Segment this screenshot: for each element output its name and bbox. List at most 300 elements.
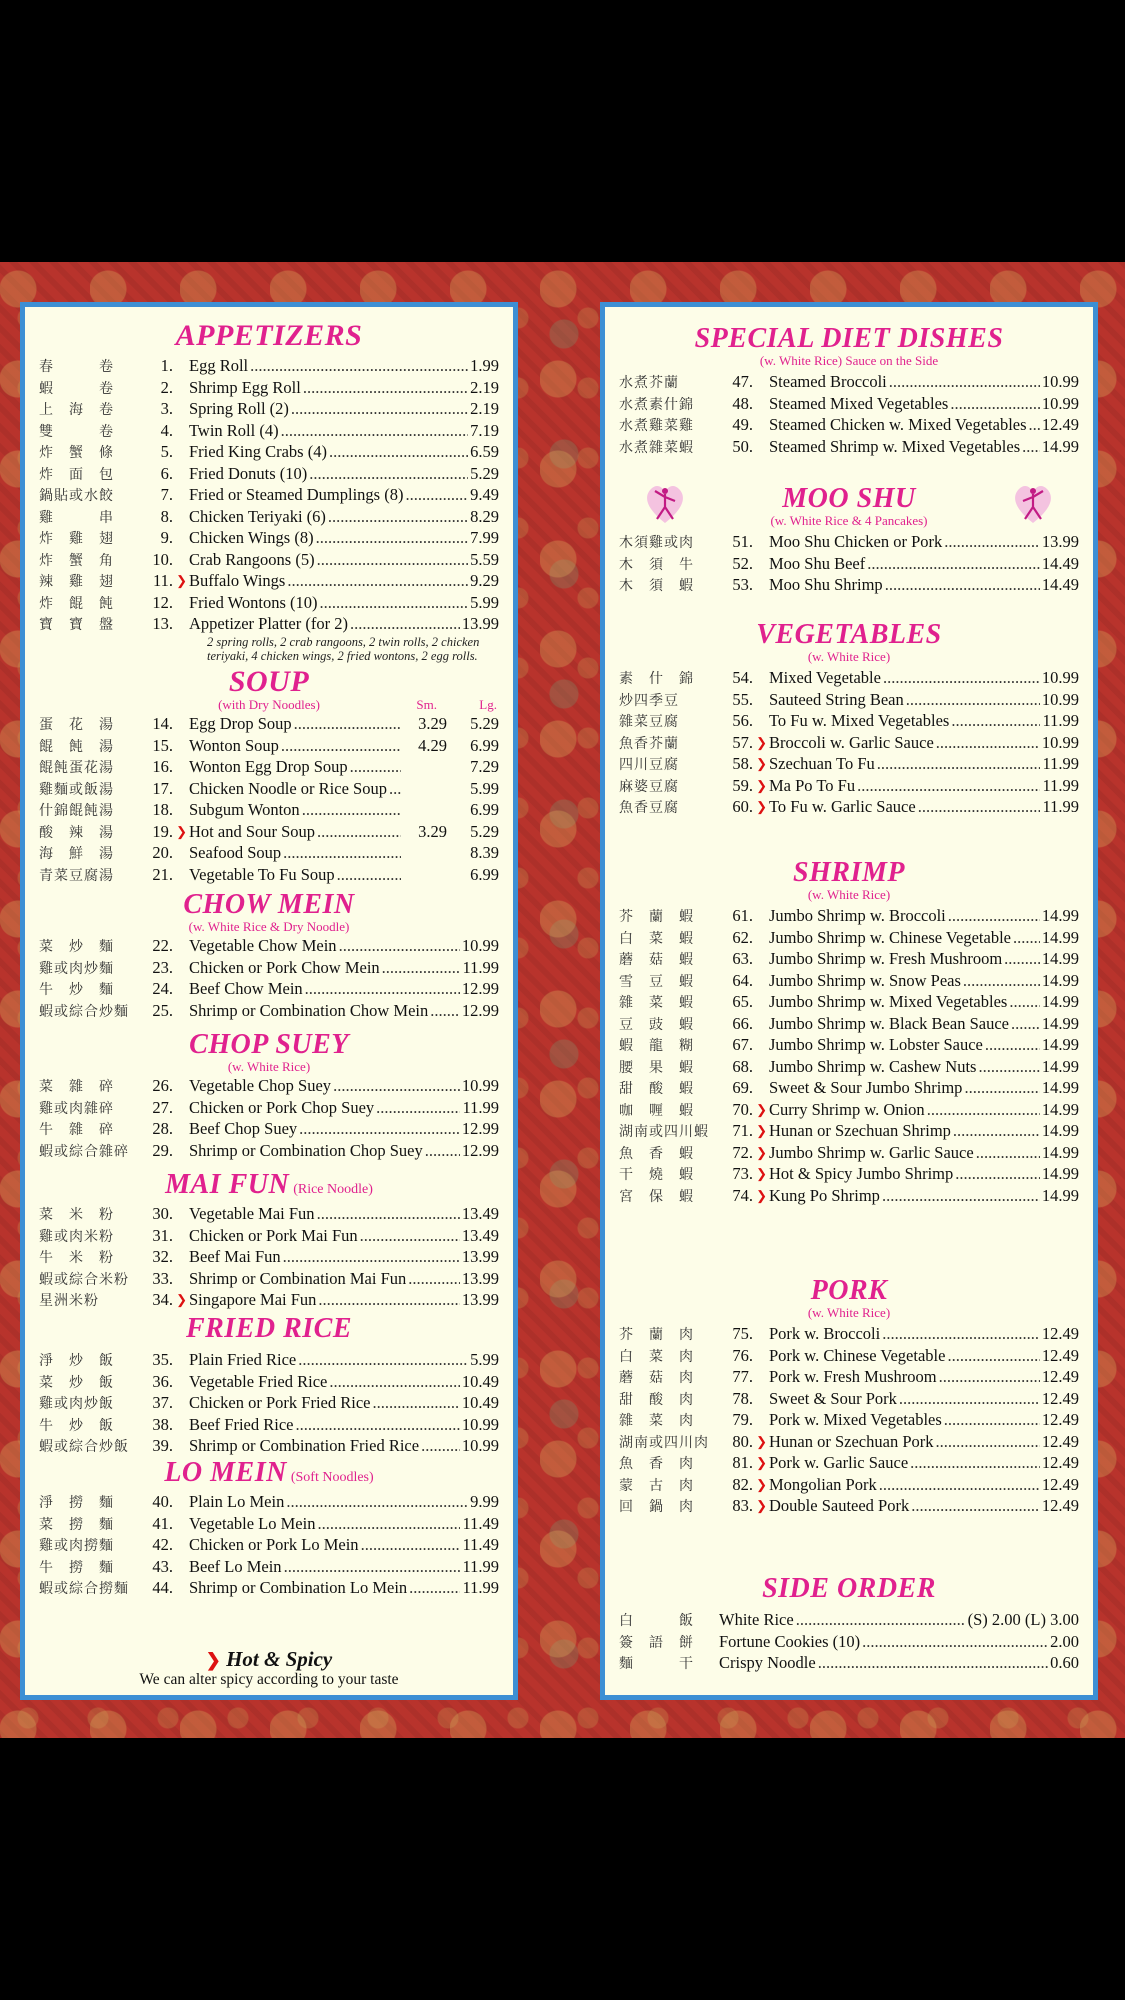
item-price: 7.99 (470, 528, 499, 547)
item-number (719, 796, 767, 818)
item-price: 14.99 (1041, 1099, 1079, 1119)
item-name: Hunan or Szechuan Pork (769, 1431, 934, 1451)
item-name: Jumbo Shrimp w. Chinese Vegetable (769, 927, 1011, 947)
item-number-text: 32. (152, 1247, 173, 1266)
dot-leader (408, 1268, 460, 1290)
dot-leader (430, 1000, 460, 1022)
item-name: Moo Shu Shrimp (769, 575, 883, 594)
item-number (719, 553, 757, 575)
item-price: 13.49 (461, 1225, 499, 1245)
menu-item-row (619, 1409, 1079, 1431)
menu-item-row (39, 1289, 499, 1311)
item-number-text: 28. (152, 1119, 173, 1138)
item-price: 10.99 (1041, 689, 1079, 709)
item-name: Seafood Soup (189, 843, 282, 862)
chinese-name: 雞 串 (39, 509, 114, 526)
item-name: Egg Drop Soup (189, 714, 292, 733)
dot-leader (333, 1075, 460, 1097)
vegetables-subtitle: (w. White Rice) (807, 649, 891, 664)
chinese-name: 魚香豆腐 (619, 800, 679, 816)
chinese-name: 菜 炒 飯 (39, 1374, 114, 1391)
item-number-text: 33. (152, 1268, 173, 1288)
item-number (139, 613, 177, 635)
menu-item-row (39, 1414, 499, 1436)
menu-item-row (619, 1495, 1079, 1517)
menu-item-row (39, 1268, 499, 1290)
menu-item-row (619, 732, 1079, 754)
item-number (719, 531, 757, 553)
item-price: 13.99 (1041, 532, 1079, 551)
chinese-name: 海 鮮 湯 (39, 846, 114, 862)
menu-item-row (39, 484, 499, 506)
chinese-name: 麵 干 (619, 1656, 694, 1672)
dot-leader (885, 574, 1040, 596)
dot-leader (963, 970, 1040, 992)
menu-item-row (39, 1534, 499, 1556)
item-price: 8.29 (470, 506, 499, 526)
item-number-text: 34. (152, 1290, 173, 1309)
item-number-text: 50. (732, 436, 753, 456)
chinese-name: 菜 炒 麵 (39, 939, 114, 955)
chinese-name: 牛 炒 麵 (39, 982, 114, 998)
dot-leader (328, 506, 468, 528)
chinese-name: 水煮芥蘭 (619, 375, 679, 391)
item-price: 13.99 (461, 614, 499, 633)
item-number-text: 60. (732, 797, 753, 816)
item-name: To Fu w. Mixed Vegetables (769, 711, 950, 730)
dot-leader (425, 1140, 460, 1162)
item-price: 14.99 (1041, 949, 1079, 968)
item-number (139, 1349, 177, 1371)
item-number (139, 1392, 177, 1414)
item-name: Vegetable Chow Mein (189, 936, 337, 955)
pepper-icon: ❯ (176, 573, 187, 588)
item-number (719, 753, 767, 775)
menu-item-row (39, 1097, 499, 1119)
item-price: 2.19 (470, 377, 499, 397)
chinese-name: 炸 雞 翅 (39, 531, 114, 547)
item-number (719, 1452, 767, 1474)
dot-leader (978, 1056, 1039, 1078)
item-number (139, 735, 177, 757)
menu-item-row (619, 1652, 1079, 1674)
chinese-name: 牛 米 粉 (39, 1250, 114, 1266)
small-size-label: Sm. (416, 697, 437, 712)
item-number (139, 1246, 177, 1268)
dot-leader (1004, 948, 1040, 970)
dot-leader (976, 1142, 1040, 1164)
chinese-name: 回 鍋 肉 (619, 1499, 694, 1515)
dot-leader (889, 371, 1040, 393)
item-name: Pork w. Mixed Vegetables (769, 1410, 942, 1429)
item-name: Sauteed String Bean (769, 689, 904, 709)
item-price: 14.99 (1041, 1078, 1079, 1097)
item-price: 10.49 (461, 1371, 499, 1391)
item-number-text: 54. (732, 668, 753, 687)
item-price: 14.49 (1041, 553, 1079, 573)
item-number-text: 51. (732, 532, 753, 551)
menu-item-row (619, 991, 1079, 1013)
menu-item-row (619, 1631, 1079, 1653)
item-name: Hot and Sour Soup (189, 821, 316, 841)
pepper-icon: ❯ (756, 1455, 767, 1470)
soup-list (39, 713, 499, 885)
dot-leader (409, 1577, 460, 1599)
dot-leader (372, 1392, 459, 1414)
item-name: Steamed Shrimp w. Mixed Vegetables (769, 436, 1021, 456)
dot-leader (877, 753, 1041, 775)
item-number-text: 57. (732, 732, 753, 752)
menu-item-row (619, 553, 1079, 575)
pepper-icon: ❯ (756, 1498, 767, 1513)
item-name: Chicken or Pork Chow Mein (189, 957, 380, 977)
menu-item-row (619, 775, 1079, 797)
moo-shu-subtitle: (w. White Rice & 4 Pancakes) (770, 513, 928, 528)
item-number-text: 16. (152, 757, 173, 776)
item-number-text: 29. (152, 1140, 173, 1160)
item-price: 12.49 (1041, 1345, 1079, 1365)
item-number-text: 58. (732, 754, 753, 773)
dot-leader (339, 935, 460, 957)
dancer-heart-icon (1009, 479, 1057, 527)
lo-mein-section (39, 1457, 499, 1599)
item-price: 14.99 (1041, 970, 1079, 990)
dot-leader (1022, 436, 1040, 458)
chinese-name: 寶 寶 盤 (39, 617, 114, 633)
item-price: (S) 2.00 (L) 3.00 (967, 1610, 1079, 1629)
shrimp-subtitle: (w. White Rice) (807, 887, 891, 902)
chinese-name: 淨 炒 飯 (39, 1353, 114, 1369)
item-number-text: 61. (732, 906, 753, 925)
item-price: 13.99 (461, 1247, 499, 1266)
item-name: Beef Lo Mein (189, 1556, 282, 1576)
chinese-name: 雞或肉炒飯 (39, 1396, 114, 1412)
item-price: 12.49 (1041, 1388, 1079, 1408)
item-number-text: 27. (152, 1097, 173, 1117)
item-name: Steamed Chicken w. Mixed Vegetables (769, 415, 1027, 434)
chinese-name: 白 菜 肉 (619, 1348, 694, 1365)
dot-leader (985, 1034, 1040, 1056)
item-number (719, 1323, 757, 1345)
item-name: Fried Donuts (10) (189, 463, 308, 483)
item-name: Wonton Soup (189, 735, 279, 755)
menu-item-row (619, 970, 1079, 992)
item-number (139, 355, 177, 377)
chop-suey-subtitle: (w. White Rice) (227, 1059, 311, 1074)
dot-leader (405, 484, 468, 506)
item-number-text: 17. (152, 778, 173, 798)
dot-leader (944, 1409, 1040, 1431)
chop-suey-list (39, 1075, 499, 1161)
item-number-text: 40. (152, 1492, 173, 1511)
chinese-name: 炸 面 包 (39, 466, 114, 483)
pepper-icon: ❯ (176, 1292, 187, 1307)
chow-mein-heading: CHOW MEIN (183, 889, 355, 920)
item-number (139, 484, 177, 506)
item-number (719, 1495, 767, 1517)
item-price: 11.99 (462, 1578, 499, 1597)
mai-fun-section (39, 1169, 499, 1311)
item-number (139, 506, 177, 528)
item-number (719, 1185, 767, 1207)
item-name: To Fu w. Garlic Sauce (769, 797, 916, 816)
item-price: 14.99 (1041, 1185, 1079, 1205)
small-price: 3.29 (418, 714, 447, 733)
item-price: 14.99 (1041, 1035, 1079, 1054)
chinese-name: 芥 蘭 肉 (619, 1327, 694, 1343)
moo-shu-heading: MOO SHU (782, 483, 916, 514)
item-number (719, 1142, 767, 1164)
chinese-name: 牛 撈 麵 (39, 1559, 114, 1576)
menu-item-row (619, 1431, 1079, 1453)
menu-item-row (619, 796, 1079, 818)
item-name: Vegetable Chop Suey (189, 1076, 332, 1095)
item-number-text: 73. (732, 1164, 753, 1183)
menu-item-row (619, 436, 1079, 458)
dot-leader (316, 527, 469, 549)
dot-leader (1013, 927, 1040, 949)
pepper-icon: ❯ (176, 823, 187, 839)
item-number (139, 864, 177, 886)
item-number (719, 1099, 767, 1121)
menu-item-row (39, 1000, 499, 1022)
menu-item-row (39, 1577, 499, 1599)
item-number-text: 12. (152, 592, 173, 612)
item-name: Crab Rangoons (5) (189, 549, 315, 569)
chinese-name: 湖南或四川肉 (619, 1434, 709, 1451)
item-number-text: 39. (152, 1436, 173, 1455)
item-name: Steamed Broccoli (769, 372, 887, 391)
item-name: Chicken or Pork Lo Mein (189, 1535, 359, 1554)
item-price: 11.99 (1042, 797, 1079, 816)
platter-description: 2 spring rolls, 2 crab rangoons, 2 twin rolls, 2 chicken (207, 634, 480, 649)
item-name: Jumbo Shrimp w. Cashew Nuts (769, 1056, 977, 1076)
item-name: Shrimp or Combination Chop Suey (189, 1140, 423, 1160)
chinese-name: 菜 雜 碎 (39, 1079, 114, 1095)
item-number (719, 393, 757, 415)
dot-leader (1009, 991, 1040, 1013)
chinese-name: 魚 香 肉 (619, 1456, 694, 1472)
mai-fun-subtitle: (Rice Noodle) (293, 1182, 373, 1197)
item-name: Pork w. Fresh Mushroom (769, 1367, 937, 1386)
menu-item-row (619, 1323, 1079, 1345)
menu-item-row (39, 1513, 499, 1535)
menu-item-row (619, 1609, 1079, 1631)
menu-item-row (619, 689, 1079, 711)
item-price: 2.00 (1050, 1631, 1079, 1651)
item-name: Subgum Wonton (189, 800, 300, 819)
dot-leader (953, 1120, 1040, 1142)
menu-item-row (39, 377, 499, 399)
item-price: 12.49 (1041, 415, 1079, 434)
item-name: Shrimp or Combination Lo Mein (189, 1578, 408, 1597)
chinese-name: 雪 豆 蝦 (619, 973, 694, 990)
item-name: Crispy Noodle (719, 1653, 816, 1672)
chow-mein-list (39, 935, 499, 1021)
dot-leader (918, 796, 1041, 818)
item-price: 11.99 (1042, 775, 1079, 795)
item-name: Chicken or Pork Mai Fun (189, 1225, 358, 1245)
left-menu-panel (20, 302, 518, 1700)
item-number (139, 1000, 177, 1022)
item-name: Chicken Wings (8) (189, 528, 314, 547)
item-number (139, 377, 177, 399)
menu-item-row (39, 1140, 499, 1162)
item-number (719, 732, 767, 754)
chinese-name: 雞麵或飯湯 (39, 781, 114, 798)
item-price: 12.99 (461, 979, 499, 998)
chinese-name: 蛋 花 湯 (39, 717, 114, 733)
chinese-name: 木須雞或肉 (619, 535, 694, 551)
chinese-name: 甜 酸 肉 (619, 1391, 694, 1408)
dot-leader (1011, 1013, 1040, 1035)
pepper-icon: ❯ (756, 799, 767, 814)
chinese-name: 咖 喱 蝦 (619, 1102, 694, 1119)
item-price: 14.99 (1041, 1013, 1079, 1033)
chinese-name: 水煮雞菜雞 (619, 418, 694, 434)
menu-item-row (619, 1142, 1079, 1164)
menu-item-row (39, 549, 499, 571)
dot-leader (883, 667, 1040, 689)
item-price: 14.99 (1041, 1164, 1079, 1183)
menu-item-row (619, 905, 1079, 927)
item-price: 11.99 (462, 1556, 499, 1576)
chinese-name: 蝦或綜合炒飯 (39, 1439, 129, 1455)
pork-subtitle: (w. White Rice) (807, 1305, 891, 1320)
chinese-name: 蘑 菇 肉 (619, 1370, 694, 1386)
dot-leader (286, 1491, 468, 1513)
menu-item-row (39, 735, 499, 757)
item-number (719, 436, 757, 458)
item-number (719, 667, 757, 689)
item-number (719, 1388, 757, 1410)
menu-item-row (39, 1371, 499, 1393)
item-name: Spring Roll (2) (189, 399, 289, 418)
item-number (719, 689, 757, 711)
large-price: 6.99 (470, 735, 499, 755)
dot-leader (317, 549, 469, 571)
item-price: 12.99 (461, 1119, 499, 1138)
chop-suey-section (39, 1029, 499, 1161)
chinese-name: 水煮雜菜蝦 (619, 439, 694, 456)
chinese-name: 蒙 古 肉 (619, 1477, 694, 1494)
item-number (139, 713, 177, 735)
item-number-text: 20. (152, 843, 173, 862)
chinese-name: 菜 米 粉 (39, 1207, 114, 1223)
menu-item-row (39, 527, 499, 549)
chinese-name: 蝦 龍 糊 (619, 1038, 694, 1054)
menu-item-row (39, 799, 499, 821)
chinese-name: 餛 飩 湯 (39, 738, 114, 755)
dot-leader (305, 978, 460, 1000)
item-price: 0.60 (1050, 1653, 1079, 1672)
item-number (719, 1034, 757, 1056)
dot-leader (936, 732, 1040, 754)
pepper-icon: ❯ (756, 1166, 767, 1181)
item-number (139, 1118, 177, 1140)
item-name: Beef Fried Rice (189, 1414, 294, 1434)
dot-leader (882, 1323, 1040, 1345)
dot-leader (857, 775, 1040, 797)
dot-leader (911, 1495, 1040, 1517)
item-price: 14.99 (1041, 927, 1079, 947)
menu-item-row (619, 710, 1079, 732)
chinese-name: 雜 菜 蝦 (619, 995, 694, 1011)
menu-item-row (39, 1118, 499, 1140)
menu-item-row (39, 1392, 499, 1414)
menu-item-row (619, 1388, 1079, 1410)
item-number (139, 1289, 187, 1311)
item-name: Chicken or Pork Fried Rice (189, 1393, 371, 1412)
menu-item-row (619, 1034, 1079, 1056)
large-price: 6.99 (470, 800, 499, 819)
item-price: 9.99 (470, 1492, 499, 1511)
moo-shu-list (619, 531, 1079, 596)
item-name: Twin Roll (4) (189, 420, 279, 440)
dot-leader (329, 1371, 460, 1393)
item-number-text: 31. (152, 1225, 173, 1245)
small-price: 4.29 (418, 735, 447, 755)
dot-leader (899, 1388, 1040, 1410)
item-number-text: 42. (152, 1535, 173, 1554)
item-number (139, 1225, 177, 1247)
chinese-name: 炒四季豆 (619, 692, 679, 709)
item-number-text: 37. (152, 1393, 173, 1412)
item-number (719, 1077, 757, 1099)
chinese-name: 水煮素什錦 (619, 396, 694, 413)
chinese-name: 餛飩蛋花湯 (39, 760, 114, 776)
item-price: 5.59 (470, 549, 499, 569)
item-name: Jumbo Shrimp w. Fresh Mushroom (769, 949, 1003, 968)
dot-leader (337, 864, 401, 886)
chinese-name: 魚香芥蘭 (619, 735, 679, 752)
item-price: 2.19 (470, 399, 499, 418)
chinese-name: 湖南或四川蝦 (619, 1124, 709, 1140)
item-number (139, 935, 177, 957)
menu-item-row (619, 574, 1079, 596)
item-price: 14.49 (1041, 575, 1079, 594)
item-name: Fortune Cookies (10) (719, 1631, 861, 1651)
large-price: 5.29 (470, 714, 499, 733)
item-name: Buffalo Wings (189, 571, 286, 590)
dot-leader (281, 420, 469, 442)
chinese-name: 炸 蟹 角 (39, 552, 114, 569)
chinese-name: 青菜豆腐湯 (39, 867, 114, 884)
item-number (719, 905, 757, 927)
special-diet-section (619, 323, 1079, 457)
item-number-text: 44. (152, 1578, 173, 1597)
item-number (139, 1268, 177, 1290)
soup-section (39, 665, 499, 885)
item-price: 10.99 (461, 1414, 499, 1434)
item-name: Shrimp or Combination Chow Mein (189, 1000, 429, 1020)
item-number-text: 68. (732, 1056, 753, 1076)
chinese-name: 什錦餛飩湯 (39, 803, 114, 819)
dot-leader (299, 1118, 460, 1140)
menu-item-row (619, 948, 1079, 970)
dot-leader (281, 735, 401, 757)
pepper-icon: ❯ (756, 1123, 767, 1138)
dot-leader (948, 905, 1040, 927)
item-name: Hunan or Szechuan Shrimp (769, 1121, 951, 1140)
menu-item-row (619, 1099, 1079, 1121)
dot-leader (951, 710, 1040, 732)
item-price: 6.59 (470, 442, 499, 461)
item-number-text: 55. (732, 689, 753, 709)
dot-leader (309, 463, 468, 485)
item-name: Pork w. Broccoli (769, 1324, 881, 1343)
item-number (139, 1577, 177, 1599)
